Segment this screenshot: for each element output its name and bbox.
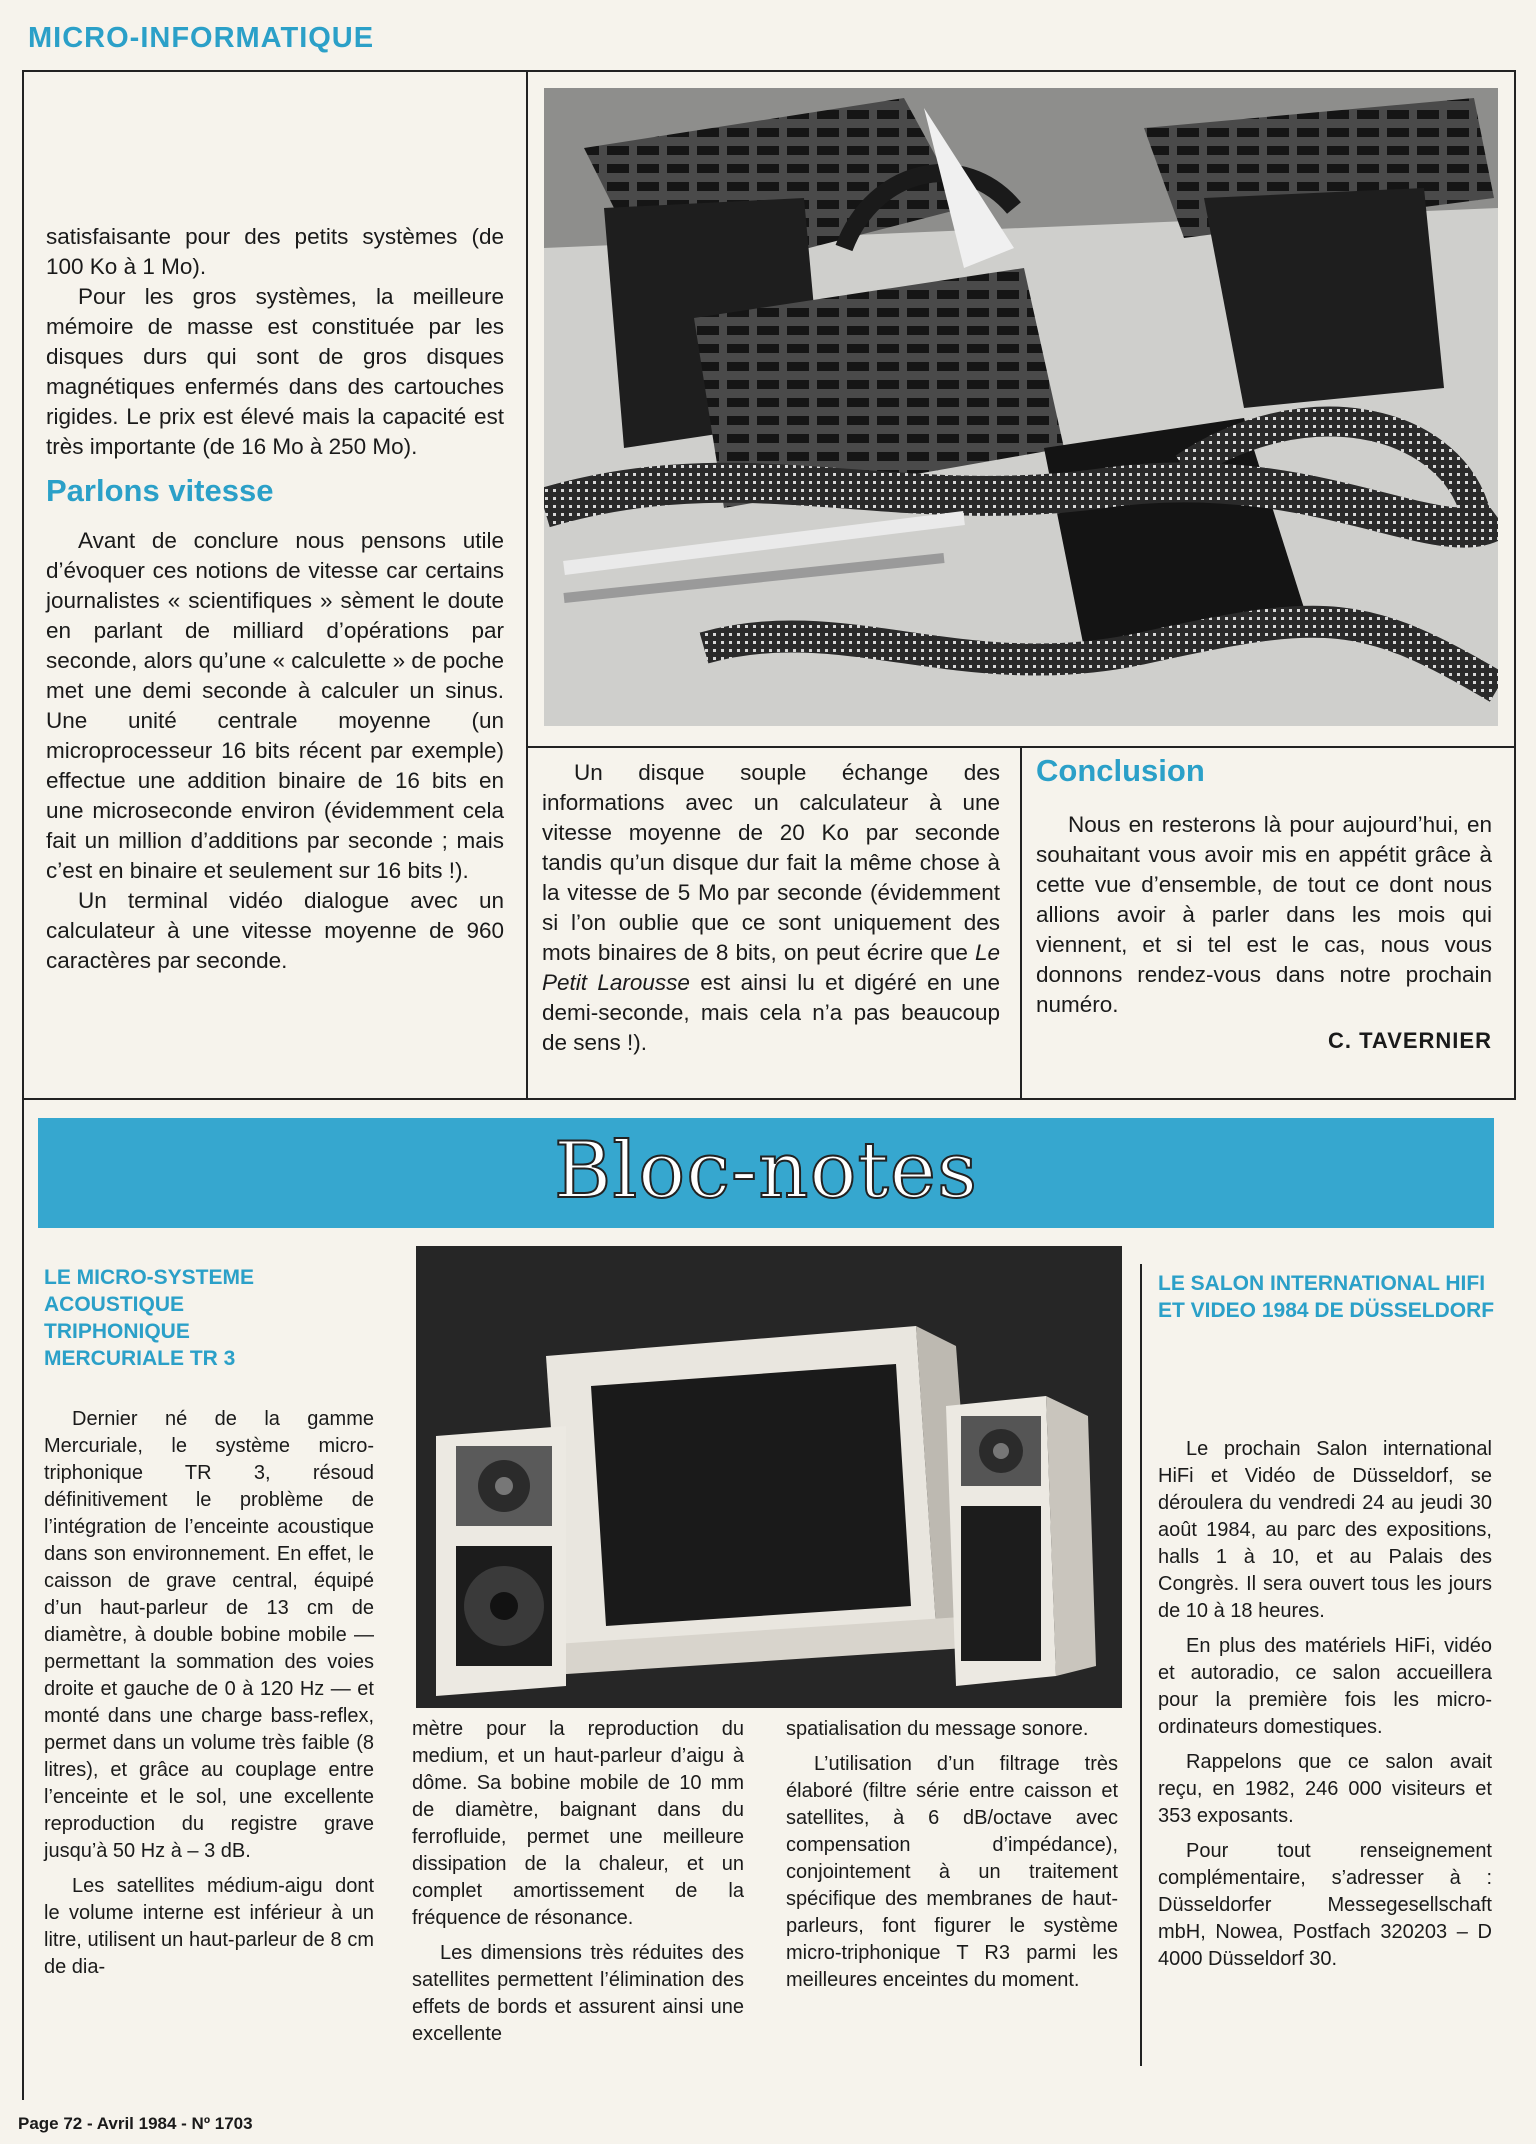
paragraph-text: est ainsi lu et digéré en une demi-seconde, mais cela n’a pas beaucoup de sens !). [542, 970, 1001, 1055]
paragraph: Rappelons que ce salon avait reçu, en 1982, 246 000 visiteurs et 353 exposants. [1158, 1751, 1492, 1827]
dusseldorf-heading: LE SALON INTERNATIONAL HIFI ET VIDEO 1984 DE DÜSSELDORF [1158, 1272, 1495, 1322]
section-label: MICRO-INFORMATIQUE [28, 22, 375, 54]
paragraph: Avant de conclure nous pensons utile d’évoquer ces notions de vitesse car certains journalistes « scientifiques » sèment le doute en parlant de milliard d’opérations par seconde, alors qu’une « calculette » de poche met une demi seconde à calculer un sinus. Une unité centrale moyenne (un microprocesseur 16 bits récent par exemple) effectue une addition binaire de 16 bits en une microseconde environ (évidemment cela fait un million d’additions par seconde ; mais c’est en binaire et seulement sur 16 bits !). [46, 528, 504, 883]
author-signature: C. TAVERNIER [1328, 1028, 1492, 1053]
paragraph [542, 758, 1000, 1058]
bloc-notes-middle-column-1 [412, 1716, 744, 2056]
paragraph: En plus des matériels HiFi, vidéo et autoradio, ce salon accueillera pour la première fois les micro-ordinateurs domestiques. [1158, 1635, 1492, 1738]
bloc-notes-banner [38, 1118, 1494, 1228]
frame-left [22, 70, 24, 2100]
paragraph: Pour les gros systèmes, la meilleure mémoire de masse est constituée par les disques durs qui sont de gros disques magnétiques enfermés dans des cartouches rigides. Le prix est élevé mais la capacité est très importante (de 16 Mo à 250 Mo). [46, 284, 504, 459]
article-column-2 [542, 758, 1000, 1058]
paragraph: mètre pour la reproduction du medium, et un haut-parleur d’aigu à dôme. Sa bobine mobile de 10 mm de diamètre, baignant dans du ferrofluide, permet une meilleure dissipation de la chaleur, et un complet amortissement de la fréquence de résonance. [412, 1718, 744, 1929]
speaker-system-photo [416, 1246, 1122, 1708]
bloc-notes-middle-column-2 [786, 1716, 1118, 2002]
article-column-1 [46, 222, 504, 976]
paragraph: spatialisation du message sonore. [786, 1718, 1089, 1740]
bloc-notes-right-column [1158, 1436, 1492, 1981]
bloc-notes-left-column [44, 1406, 374, 1989]
article-column-3 [1036, 753, 1492, 1056]
paragraph: Un terminal vidéo dialogue avec un calculateur à une vitesse moyenne de 960 caractères par seconde. [46, 888, 504, 973]
paragraph: satisfaisante pour des petits systèmes (de 100 Ko à 1 Mo). [46, 224, 504, 279]
paragraph: Les dimensions très réduites des satellites permettent l’élimination des effets de bords et assurent ainsi une excellente [412, 1942, 744, 2045]
bloc-notes-divider [1140, 1264, 1142, 2066]
speaker-photo-illustration [416, 1246, 1122, 1708]
paragraph: Pour tout renseignement complémentaire, s’adresser à : Düsseldorfer Messegesellschaft mbH, Nowea, Postfach 320203 – D 4000 Düsseldorf 30. [1158, 1840, 1492, 1970]
heading-parlons-vitesse: Parlons vitesse [46, 473, 274, 508]
computer-hardware-photo [544, 88, 1498, 726]
paragraph: Le prochain Salon international HiFi et Vidéo de Düsseldorf, se déroulera du vendredi 24 au jeudi 30 août 1984, au parc des expositions, halls 1 à 10, et au Palais des Congrès. Il sera ouvert tous les jours de 10 à 18 heures. [1158, 1438, 1492, 1622]
col-divider-2 [1020, 746, 1022, 1100]
col-divider-1 [526, 70, 528, 1100]
paragraph: Les satellites médium-aigu dont le volume interne est inférieur à un litre, utilisent un haut-parleur de 8 cm de dia- [44, 1875, 374, 1978]
heading-conclusion: Conclusion [1036, 753, 1205, 788]
paragraph: L’utilisation d’un filtrage très élaboré (filtre série entre caisson et satellites, à 6 dB/octave avec compensation d’impédance), conjointement à un traitement spécifique des membranes de haut-parleurs, font figurer le système micro-triphonique T R3 parmi les meilleures enceintes du moment. [786, 1753, 1118, 1991]
tr3-heading: LE MICRO-SYSTEME ACOUSTIQUE TRIPHONIQUE MERCURIALE TR 3 [44, 1266, 255, 1370]
bloc-notes-title: Bloc-notes [554, 1126, 978, 1216]
paragraph: Dernier né de la gamme Mercuriale, le système micro-triphonique TR 3, résoud définitivement le problème de l’intégration de l’enceinte acoustique dans son environnement. En effet, le caisson de grave central, équipé d’un haut-parleur de 13 cm de diamètre, à double bobine mobile — permettant la sommation des voies droite et gauche de 0 à 120 Hz — et monté dans une charge bass-reflex, permet dans un volume très faible (8 litres), et grâce au couplage entre l’enceinte et le sol, une excellente reproduction du registre grave jusqu’à 50 Hz à – 3 dB. [44, 1408, 374, 1862]
paragraph-text: Un disque souple échange des informations avec un calculateur à une vitesse moyenne de 20 Ko par seconde tandis qu’un disque dur fait la même chose à la vitesse de 5 Mo par seconde (évidemment si l’on oublie que ce sont uniquement des mots binaires de 8 bits, on peut écrire que [542, 760, 1000, 965]
frame-right [1514, 70, 1516, 1100]
photo-bottom-rule [526, 746, 1516, 748]
frame-top [22, 70, 1516, 72]
book-title: Le Petit Larousse [542, 940, 1000, 995]
page-footer: Page 72 - Avril 1984 - Nº 1703 [18, 2114, 253, 2133]
paragraph: Nous en resterons là pour aujourd’hui, en souhaitant vous avoir mis en appétit grâce à cette vue d’ensemble, de tout ce dont nous allions avoir à parler dans les mois qui viennent, et si tel est le cas, nous vous donnons rendez-vous dans notre prochain numéro. [1036, 812, 1492, 1017]
hardware-photo-illustration [544, 88, 1498, 726]
article-bottom-rule [22, 1098, 1516, 1100]
